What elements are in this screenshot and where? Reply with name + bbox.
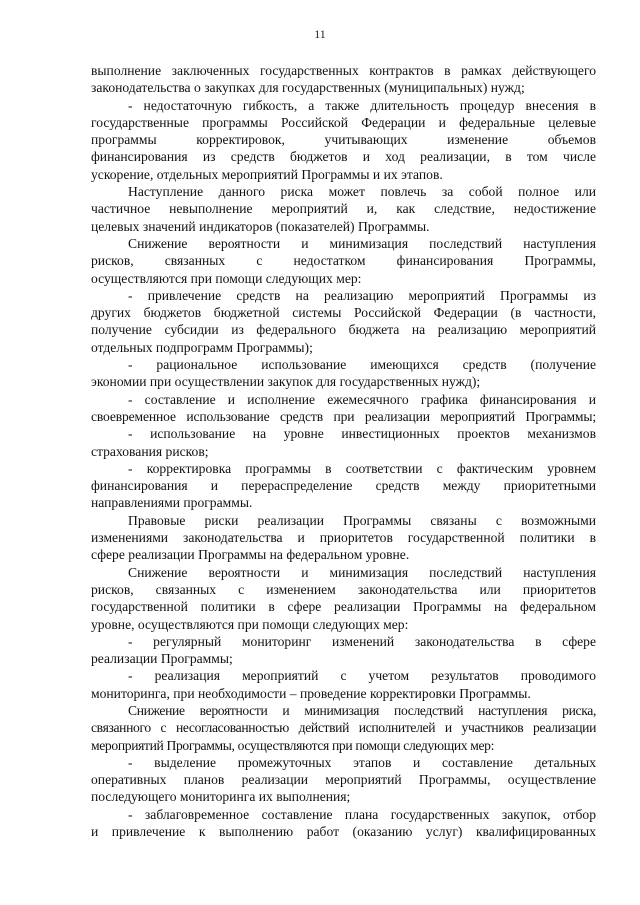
text-line: финансирования и перераспределение средств между приоритетными xyxy=(91,478,596,494)
text-line: экономии при осуществлении закупок для государственных нужд); xyxy=(91,374,481,390)
text-line: - рациональное использование имеющихся средств (получение xyxy=(128,357,596,373)
text-line: - регулярный мониторинг изменений законодательства в сфере xyxy=(128,633,596,649)
text-line: программы корректировок, учитывающих изменение объемов xyxy=(91,132,596,148)
text-line: реализации Программы; xyxy=(91,651,233,667)
page-number: 11 xyxy=(314,27,326,41)
body-text xyxy=(91,62,596,840)
text-line: - недостаточную гибкость, а также длительность процедур внесения в xyxy=(128,97,596,113)
text-line: мероприятий Программы, осуществляются при помощи следующих мер: xyxy=(91,737,495,753)
text-line: - заблаговременное составление плана государственных закупок, отбор xyxy=(128,806,596,822)
text-line: мониторинга, при необходимости – проведение корректировки Программы. xyxy=(91,685,531,701)
text-line: направлениями программы. xyxy=(91,495,253,511)
text-line: отдельных подпрограмм Программы); xyxy=(91,339,313,355)
text-line: последующего мониторинга их выполнения; xyxy=(91,789,351,805)
text-line: Снижение вероятности и минимизация последствий наступления xyxy=(128,564,596,580)
text-line: страхования рисков; xyxy=(91,443,209,459)
text-line: государственные программы Российской Федерации и федеральные целевые xyxy=(91,114,596,130)
text-line: - выделение промежуточных этапов и составление детальных xyxy=(128,754,596,770)
text-line: финансирования из средств бюджетов и ход реализации, в том числе xyxy=(91,149,596,165)
text-line: получение субсидии из федерального бюджета на реализацию мероприятий xyxy=(91,322,596,338)
text-line: Правовые риски реализации Программы связаны с возможными xyxy=(128,512,596,528)
text-line: и привлечение к выполнению работ (оказанию услуг) квалифицированных xyxy=(91,824,596,840)
text-line: уровне, осуществляются при помощи следующих мер: xyxy=(91,616,409,632)
text-line: других бюджетов бюджетной системы Российской Федерации (в частности, xyxy=(91,305,596,321)
text-line: - использование на уровне инвестиционных проектов механизмов xyxy=(128,426,596,442)
text-line: рисков, связанных с изменением законодательства или приоритетов xyxy=(91,581,596,597)
text-line: связанного с несогласованностью действий исполнителей и участников реализации xyxy=(91,720,596,736)
text-line: оперативных планов реализации мероприятий Программы, осуществление xyxy=(91,772,596,788)
text-line: - реализация мероприятий с учетом результатов проводимого xyxy=(128,668,596,684)
text-line: государственной политики в сфере реализации Программы на федеральном xyxy=(91,599,596,615)
text-line: Снижение вероятности и минимизация последствий наступления риска, xyxy=(128,702,596,718)
text-line: частичное невыполнение мероприятий и, как следствие, недостижение xyxy=(91,201,596,217)
text-line: - корректировка программы в соответствии с фактическим уровнем xyxy=(128,460,596,476)
text-line: целевых значений индикаторов (показателей) Программы. xyxy=(91,218,430,234)
text-line: сфере реализации Программы на федеральном уровне. xyxy=(91,547,410,563)
text-line: Наступление данного риска может повлечь за собой полное или xyxy=(128,184,596,200)
text-line: - привлечение средств на реализацию мероприятий Программы из xyxy=(128,287,596,303)
text-line: своевременное использование средств при реализации мероприятий Программы; xyxy=(91,408,596,424)
text-line: законодательства о закупках для государственных (муниципальных) нужд; xyxy=(91,80,525,96)
text-line: изменениями законодательства и приоритетов государственной политики в xyxy=(91,530,596,546)
text-line: - составление и исполнение ежемесячного графика финансирования и xyxy=(128,391,596,407)
text-line: рисков, связанных с недостатком финансирования Программы, xyxy=(91,253,596,269)
text-line: ускорение, отдельных мероприятий Программы и их этапов. xyxy=(91,166,443,182)
text-line: выполнение заключенных государственных контрактов в рамках действующего xyxy=(91,63,596,78)
text-line: осуществляются при помощи следующих мер: xyxy=(91,270,362,286)
text-line: Снижение вероятности и минимизация последствий наступления xyxy=(128,235,596,251)
